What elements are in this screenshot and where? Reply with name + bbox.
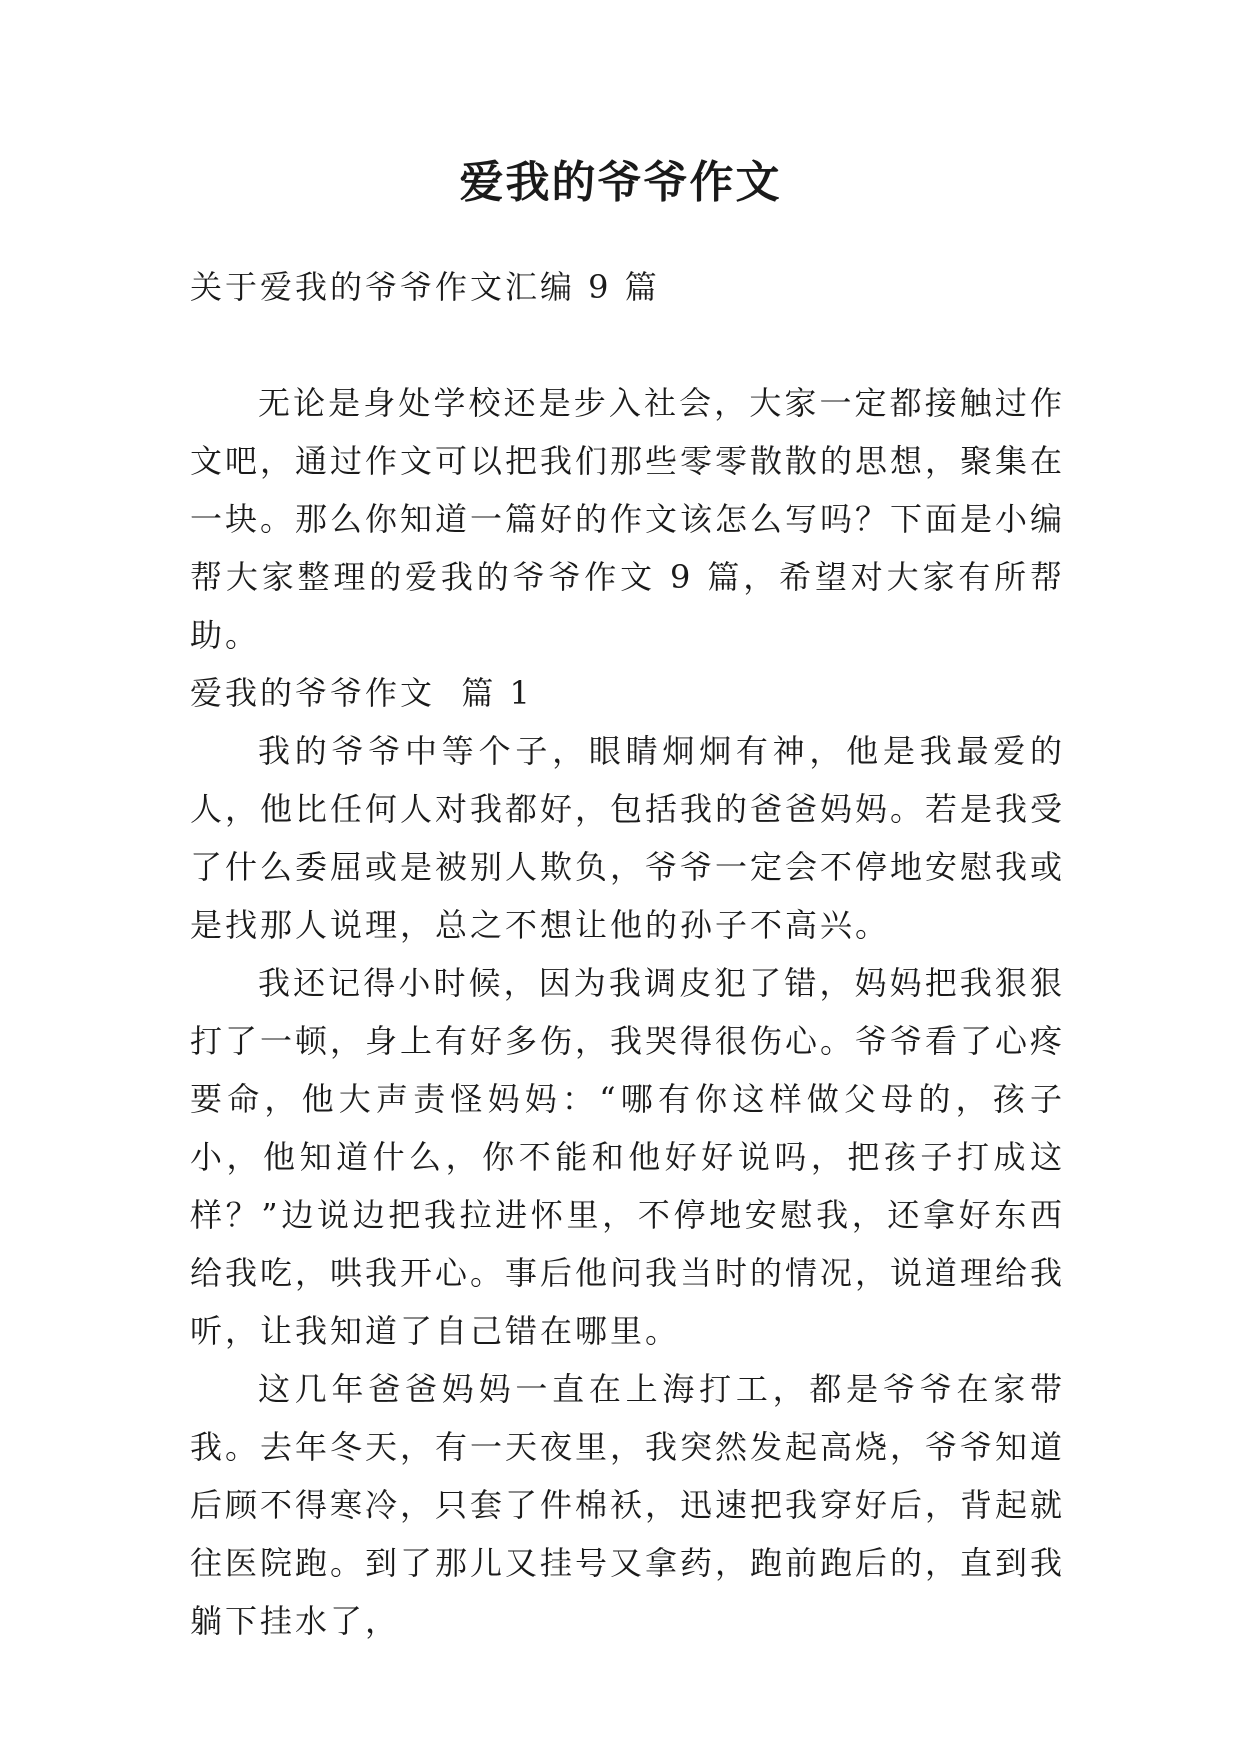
document-title: 爱我的爷爷作文 bbox=[459, 157, 782, 208]
body-paragraph-1: 我的爷爷中等个子，眼睛炯炯有神，他是我最爱的人，他比任何人对我都好，包括我的爸爸妈妈。若是我受了什么委屈或是被别人欺负，爷爷一定会不停地安慰我或是找那人说理，总之不想让他的孙子不高兴。 bbox=[190, 732, 1066, 944]
intro-paragraph: 无论是身处学校还是步入社会，大家一定都接触过作文吧，通过作文可以把我们那些零零散散的思想，聚集在一块。那么你知道一篇好的作文该怎么写吗？下面是小编帮大家整理的爱我的爷爷作文 9 篇，希望对大家有所帮助。 bbox=[190, 384, 1066, 654]
body-paragraph-2: 我还记得小时候，因为我调皮犯了错，妈妈把我狠狠打了一顿，身上有好多伤，我哭得很伤心。爷爷看了心疼要命，他大声责怪妈妈：“哪有你这样做父母的，孩子小，他知道什么，你不能和他好好说吗，把孩子打成这样？”边说边把我拉进怀里，不停地安慰我，还拿好东西给我吃，哄我开心。事后他问我当时的情况，说道理给我听，让我知道了自己错在哪里。 bbox=[190, 964, 1066, 1350]
section-heading: 爱我的爷爷作文 篇 1 bbox=[190, 674, 533, 712]
document-body bbox=[190, 258, 1065, 1650]
body-paragraph-3: 这几年爸爸妈妈一直在上海打工，都是爷爷在家带我。去年冬天，有一天夜里，我突然发起高烧，爷爷知道后顾不得寒冷，只套了件棉袄，迅速把我穿好后，背起就往医院跑。到了那儿又挂号又拿药，跑前跑后的，直到我躺下挂水了， bbox=[190, 1370, 1066, 1640]
document-subtitle: 关于爱我的爷爷作文汇编 9 篇 bbox=[190, 268, 660, 306]
